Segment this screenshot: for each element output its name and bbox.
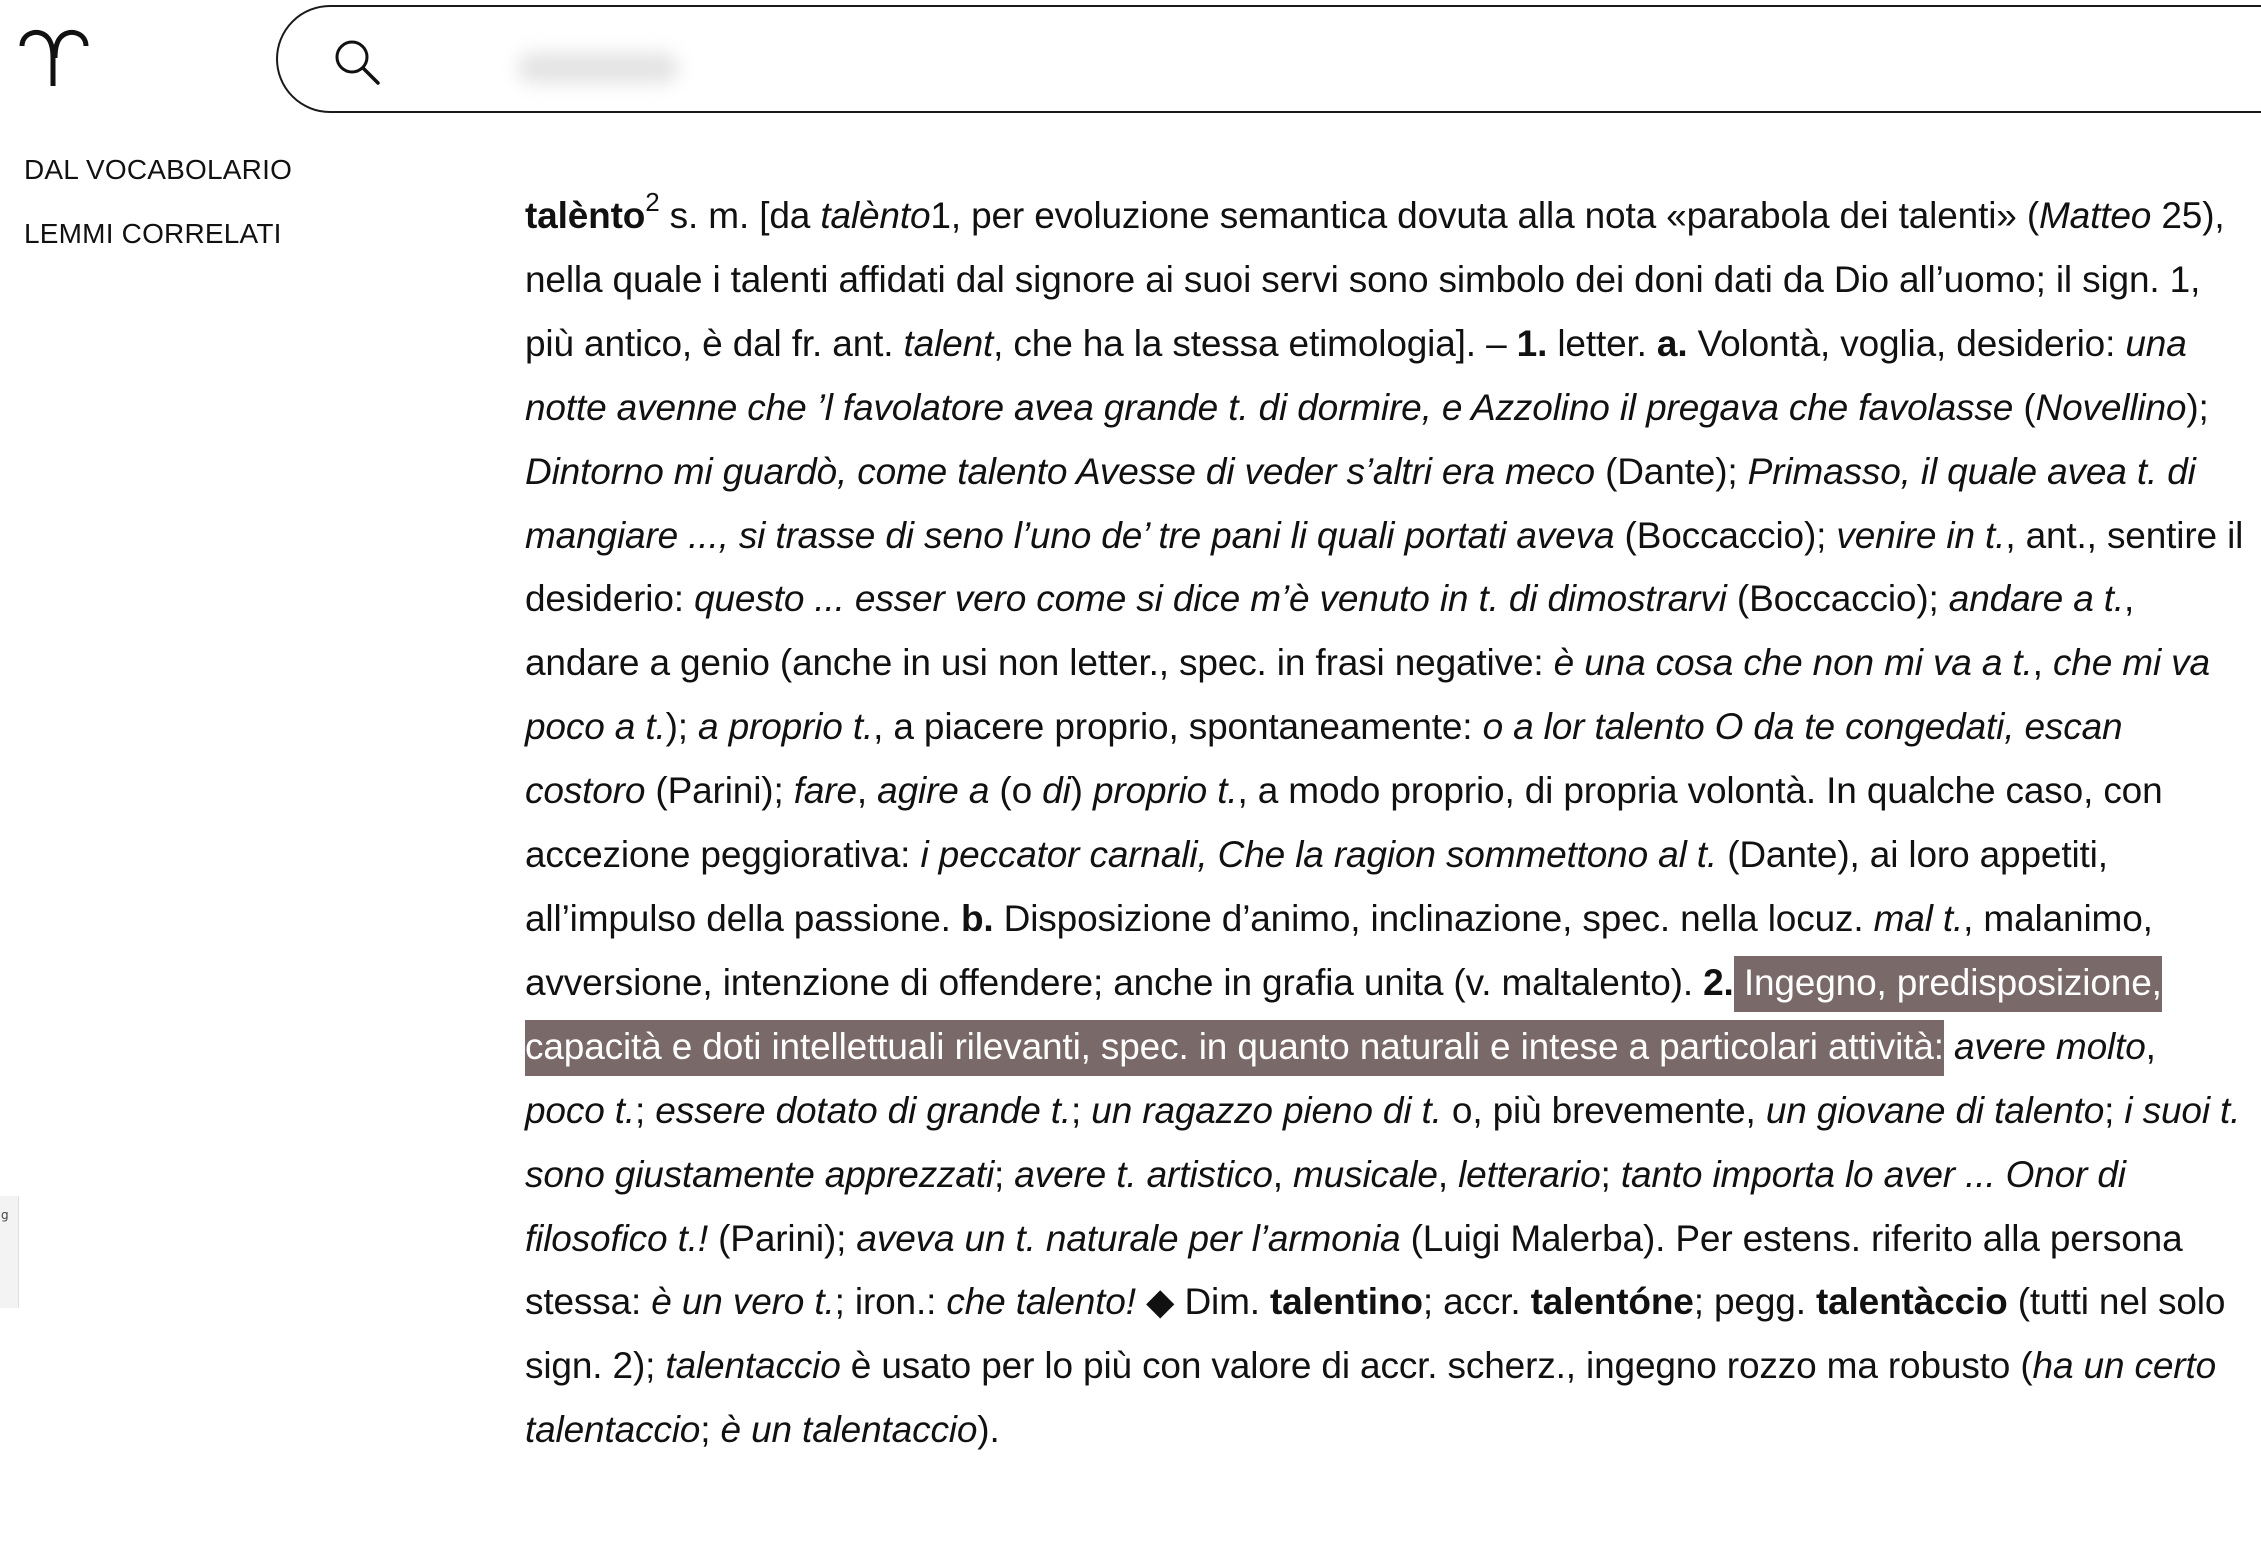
sense-number-1: 1. xyxy=(1516,322,1548,364)
entry-italic: un giovane di talento xyxy=(1765,1089,2105,1131)
entry-italic: una notte avenne che ’l favolatore avea grande t. di dormire, e Azzolino il pregava che favolasse xyxy=(525,322,2187,428)
entry-text: , a piacere proprio, spontaneamente: xyxy=(873,706,1483,748)
entry-italic: mal t. xyxy=(1873,897,1964,939)
entry-italic: ha un certo talentaccio xyxy=(525,1345,2217,1451)
entry-italic: Primasso, il quale avea t. di mangiare ..., si trasse di seno l’uno de’ tre pani li quali portati aveva xyxy=(525,450,2196,556)
entry-italic: letterario xyxy=(1458,1153,1601,1195)
homograph-number: 2 xyxy=(645,186,660,217)
entry-italic: andare a t. xyxy=(1948,578,2125,620)
edge-tab[interactable] xyxy=(0,1196,19,1308)
entry-text: ; xyxy=(1600,1153,1621,1195)
entry-italic: che mi va poco a t. xyxy=(525,642,2210,748)
entry-italic: a proprio t. xyxy=(698,706,874,748)
entry-text: (Parini); xyxy=(645,770,794,812)
entry-text: ( xyxy=(2013,386,2036,428)
entry-italic: agire a xyxy=(877,770,990,812)
entry-text: (Boccaccio); xyxy=(1614,514,1837,556)
entry-italic: talentaccio xyxy=(665,1345,841,1387)
entry-text: (Parini); xyxy=(707,1217,857,1259)
entry-text: 1, per evoluzione semantica dovuta alla nota «parabola dei talenti» ( xyxy=(930,195,2040,236)
entry-italic: di xyxy=(1042,770,1071,812)
entry-text: , che ha la stessa etimologia]. – xyxy=(993,322,1517,364)
entry-text: (o xyxy=(989,770,1043,812)
entry-text: è usato per lo più con valore di accr. scherz., ingegno rozzo ma robusto ( xyxy=(840,1345,2033,1387)
entry-italic: venire in t. xyxy=(1836,514,2006,556)
entry-text: (tutti nel solo sign. 2); xyxy=(525,1281,2226,1387)
entry-italic: avere t. artistico xyxy=(1014,1153,1273,1195)
derived-form: talentino xyxy=(1270,1281,1423,1323)
entry-text: , xyxy=(1437,1153,1459,1195)
entry-italic: Novellino xyxy=(2035,386,2187,428)
entry-italic: questo ... esser vero come si dice m’è venuto in t. di dimostrarvi xyxy=(694,578,1727,620)
entry-italic: che talento! xyxy=(946,1281,1136,1323)
sense-number-2: 2. xyxy=(1703,961,1734,1003)
entry-italic: tanto importa lo aver ... Onor di filosofico t.! xyxy=(525,1153,2126,1259)
entry-italic: talent xyxy=(903,322,994,364)
entry-text: ); xyxy=(2186,386,2209,428)
entry-text: , a modo proprio, di propria volontà. In qualche caso, con accezione peggiorativa: xyxy=(525,770,2163,876)
entry-text: 25), nella quale i talenti affidati dal signore ai suoi servi sono simbolo dei doni dati da Dio all’uomo; il sign. 1, più antico, è dal fr. ant. xyxy=(525,195,2225,364)
entry-italic: Matteo xyxy=(2039,195,2152,236)
entry-text: ; pegg. xyxy=(1693,1281,1816,1323)
entry-italic: i peccator carnali, Che la ragion sommettono al t. xyxy=(920,834,1718,876)
entry-italic: Dintorno mi guardò, come talento Avesse di veder s’altri era meco xyxy=(525,450,1595,492)
entry-text: (Dante), ai loro appetiti, all’impulso della passione. xyxy=(525,834,2108,939)
entry-italic: essere dotato di grande t. xyxy=(655,1089,1072,1131)
entry-text xyxy=(1944,1026,1954,1067)
entry-text: Volontà, voglia, desiderio: xyxy=(1687,322,2126,364)
entry-text: (Luigi Malerba). Per estens. riferito alla persona stessa: xyxy=(525,1217,2183,1323)
entry-text: ). xyxy=(977,1409,1000,1451)
entry-text: , xyxy=(1272,1153,1294,1195)
entry-italic: talènto xyxy=(820,195,931,236)
entry-text: ; iron.: xyxy=(834,1281,947,1323)
entry-text: Disposizione d’animo, inclinazione, spec. nella locuz. xyxy=(993,897,1874,939)
entry-text: , ant., sentire il desiderio: xyxy=(525,514,2244,620)
entry-italic: avere molto xyxy=(1953,1025,2146,1067)
entry-text: ◆ Dim. xyxy=(1135,1281,1271,1323)
subsense-a: a. xyxy=(1656,322,1688,364)
entry-italic: proprio t. xyxy=(1092,770,1238,812)
entry-text: (Dante); xyxy=(1594,450,1748,492)
search-icon[interactable] xyxy=(332,37,382,87)
entry-text: o, più brevemente, xyxy=(1441,1089,1766,1131)
entry-text: , xyxy=(2032,642,2053,684)
search-bar[interactable] xyxy=(276,5,2261,113)
entry-text: , xyxy=(2145,1025,2156,1067)
dictionary-entry xyxy=(525,184,2245,1462)
entry-italic: un ragazzo pieno di t. xyxy=(1091,1089,1442,1131)
entry-text: ; xyxy=(635,1089,656,1131)
nav-dal-vocabolario-link[interactable]: DAL VOCABOLARIO xyxy=(24,154,293,185)
headword: talènto xyxy=(525,195,646,236)
upsilon-logo-icon[interactable] xyxy=(18,28,94,88)
entry-text: ; xyxy=(2104,1089,2125,1131)
entry-text: (Boccaccio); xyxy=(1726,578,1949,620)
entry-italic: è un talentaccio xyxy=(720,1409,978,1451)
entry-text: , andare a genio (anche in usi non letter., spec. in frasi negative: xyxy=(525,578,2135,684)
entry-text: ; xyxy=(1071,1089,1092,1131)
entry-italic: musicale xyxy=(1293,1153,1438,1195)
entry-text: letter. xyxy=(1547,322,1657,364)
entry-text: , malanimo, avversione, intenzione di offendere; anche in grafia unita (v. maltalento). xyxy=(525,897,2153,1003)
derived-form: talentóne xyxy=(1530,1281,1694,1323)
entry-text: , xyxy=(856,770,878,812)
entry-italic: o a lor talento O da te congedati, escan costoro xyxy=(525,706,2123,812)
subsense-b: b. xyxy=(960,897,994,939)
entry-text: ; xyxy=(994,1153,1015,1195)
nav-lemmi-correlati-link[interactable]: LEMMI CORRELATI xyxy=(24,218,282,249)
entry-italic: poco t. xyxy=(525,1089,636,1131)
entry-text: ); xyxy=(665,706,699,748)
highlighted-selection[interactable]: Ingegno, predisposizione, capacità e doti intellettuali rilevanti, spec. in quanto naturali e intese a particolari attività: xyxy=(525,956,2162,1076)
entry-text: s. m. [da xyxy=(659,195,821,236)
entry-text: ; accr. xyxy=(1422,1281,1531,1323)
entry-italic: aveva un t. naturale per l’armonia xyxy=(856,1217,1401,1259)
entry-italic: è una cosa che non mi va a t. xyxy=(1553,642,2033,684)
entry-text: ) xyxy=(1070,770,1093,812)
entry-italic: è un vero t. xyxy=(651,1281,835,1323)
search-input[interactable] xyxy=(408,27,1912,95)
derived-form: talentàccio xyxy=(1815,1281,2008,1323)
entry-text: ; xyxy=(700,1409,721,1451)
entry-italic: fare xyxy=(793,770,857,812)
upsilon-logo-glyph xyxy=(18,28,94,88)
sidebar-nav xyxy=(24,152,292,280)
edge-tab-label: g xyxy=(1,1208,9,1222)
entry-italic: i suoi t. sono giustamente apprezzati xyxy=(525,1089,2241,1195)
